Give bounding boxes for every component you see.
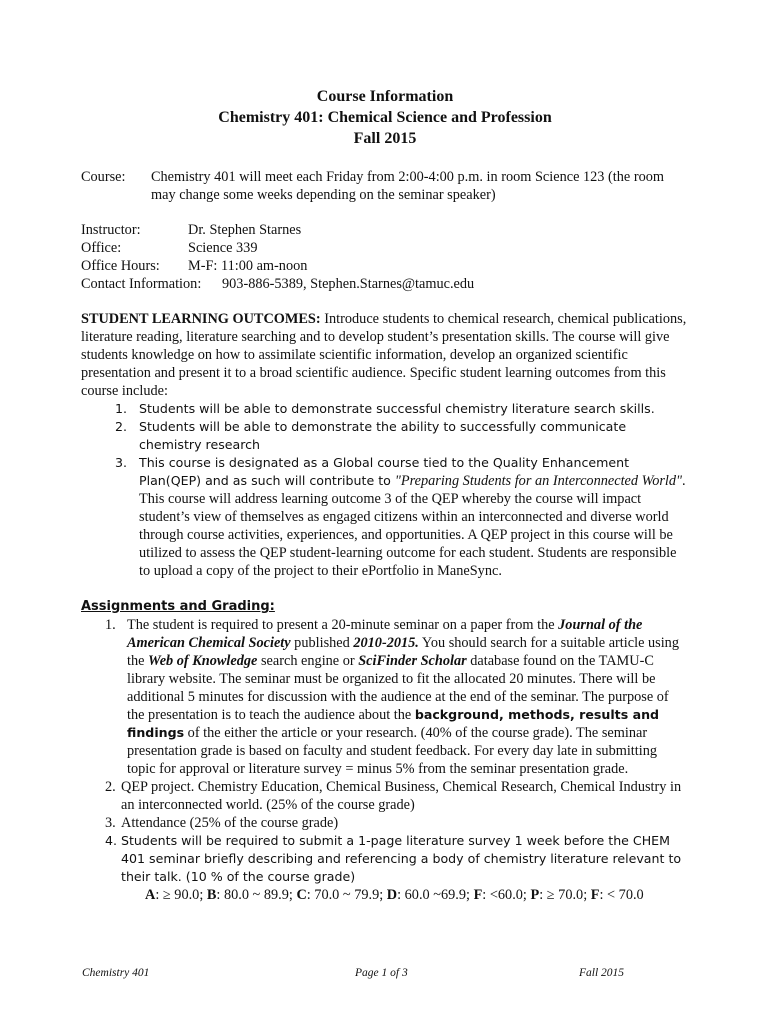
grade-range: : 80.0 ~ 89.9; (216, 887, 297, 903)
assignment-item (81, 616, 689, 778)
office-hours-value: M-F: 11:00 am-noon (188, 258, 308, 274)
office-row (81, 239, 691, 257)
grade-letter: F (590, 887, 600, 903)
footer-course: Chemistry 401 (82, 967, 150, 979)
outcome-text-c: . This course will address learning outcome 3 of the QEP whereby the course will impact student’s view of themselves as engaged citizens within an interconnected and diverse world through course activities, experiences, and opportunities. A QEP project in this course will be utilized to assess the QEP student-learning outcome for each student. Students are responsible to upload a copy of the project to their ePortfolio in ManeSync. (139, 473, 686, 579)
contact-info-row (81, 275, 691, 293)
assignments-list (81, 616, 689, 886)
outcomes-list (81, 400, 689, 580)
grade-letter: A (145, 887, 156, 903)
instructor-value: Dr. Stephen Starnes (188, 222, 302, 238)
assignment-text: Attendance (25% of the course grade) (121, 815, 339, 831)
assignment-item (81, 778, 689, 814)
qep-title: "Preparing Students for an Interconnected World" (394, 473, 683, 489)
outcome-item (81, 454, 689, 580)
footer-page-number: Page 1 of 3 (355, 967, 408, 979)
journal-years: 2010-2015. (353, 635, 419, 651)
outcomes-intro (81, 310, 689, 400)
grade-letter: D (386, 887, 398, 903)
outcome-text: Students will be able to demonstrate successful chemistry literature search skills. (139, 401, 655, 416)
assignment-text: Students will be required to submit a 1-page literature survey 1 week before the CHEM 401 seminar briefly describing and referencing a body of chemistry literature relevant to their talk. (10 % of the course grade) (121, 833, 682, 884)
outcome-number: 3. (115, 455, 128, 470)
grade-range: : ≥ 90.0; (155, 887, 207, 903)
grade-range: : < 70.0 (599, 887, 644, 903)
title-line-2: Chemistry 401: Chemical Science and Profession (218, 109, 552, 126)
instructor-row (81, 221, 691, 239)
document-title (0, 86, 770, 149)
learning-outcomes-section (81, 310, 689, 580)
assignment-item (81, 814, 689, 832)
web-of-knowledge: Web of Knowledge (148, 653, 258, 669)
grade-range: : ≥ 70.0; (539, 887, 591, 903)
title-line-1: Course Information (316, 88, 454, 105)
office-hours-label: Office Hours: (81, 258, 160, 274)
grade-range: : 70.0 ~ 79.9; (306, 887, 387, 903)
assignment-text: published (290, 635, 354, 651)
grade-letter: F (473, 887, 483, 903)
assignment-text: The student is required to present a 20-minute seminar on a paper from the (127, 617, 559, 633)
outcomes-heading: STUDENT LEARNING OUTCOMES: (81, 311, 321, 327)
assignments-section (81, 598, 689, 904)
grading-scale (81, 886, 689, 904)
title-line-3: Fall 2015 (353, 130, 417, 147)
outcomes-intro-text: Introduce students to chemical research, chemical publications, literature reading, literature searching and to develop student’s presentation skills. The course will give students knowledge on how to assimilate scientific information, develop an organized scientific presentation and present it to a broad scientific audience. Specific student learning outcomes from this course include: (81, 311, 687, 399)
grade-letter: P (530, 887, 540, 903)
assignment-number: 3. (105, 815, 116, 831)
office-value: Science 339 (188, 240, 258, 256)
course-label: Course: (81, 169, 126, 185)
outcome-item (81, 400, 689, 418)
outcome-text: This course is designated as a Global course tied to the Quality Enhancement Plan (139, 455, 630, 488)
assignment-number: 1. (105, 617, 116, 633)
office-label: Office: (81, 240, 122, 256)
outcome-text: Students will be able to demonstrate the ability to successfully communicate chemistry research (139, 419, 627, 452)
grade-range: : <60.0; (482, 887, 531, 903)
assignment-text: QEP project. Chemistry Education, Chemical Business, Chemical Research, Chemical Industry in an interconnected world. (25% of the course grade) (121, 779, 682, 813)
assignment-text: search engine or (257, 653, 359, 669)
journal-name: Journal of the American Chemical Society (127, 617, 643, 651)
contact-info-value: 903-886-5389, Stephen.Starnes@tamuc.edu (222, 276, 475, 292)
outcome-number: 2. (115, 419, 128, 434)
course-text: Chemistry 401 will meet each Friday from 2:00-4:00 p.m. in room Science 123 (the room may change some weeks depending on the seminar speaker) (151, 169, 664, 203)
presentation-focus: background, methods, results and findings (127, 707, 660, 740)
footer-term: Fall 2015 (579, 967, 625, 979)
scifinder-scholar: SciFinder Scholar (358, 653, 467, 669)
contact-block (81, 221, 691, 293)
grade-letter: B (206, 887, 217, 903)
instructor-label: Instructor: (81, 222, 141, 238)
assignment-text: database found on the TAMU-C library website. The seminar must be organized to fit the allocated 20 minutes. There will be additional 5 minutes for discussion with the audience at the end of the seminar. The purpose of the presentation is to teach the audience about the (127, 653, 669, 723)
contact-info-label: Contact Information: (81, 276, 202, 292)
assignment-item (81, 832, 689, 886)
outcome-text-b: (QEP) and as such will contribute to (165, 473, 395, 488)
assignment-text: You should search for a suitable article using the (127, 635, 679, 669)
assignments-heading: Assignments and Grading: (81, 599, 275, 614)
assignment-text: of the either the article or your research. (40% of the course grade). The seminar presentation grade is based on faculty and student feedback. For every day late in submitting topic for approval or literature survey = minus 5% from the seminar presentation grade. (127, 725, 658, 777)
assignment-number: 2. (105, 779, 116, 795)
assignment-number: 4. (105, 833, 118, 848)
grade-range: : 60.0 ~69.9; (397, 887, 474, 903)
grade-letter: C (296, 887, 307, 903)
office-hours-row (81, 257, 691, 275)
outcome-number: 1. (115, 401, 128, 416)
outcome-item (81, 418, 689, 454)
